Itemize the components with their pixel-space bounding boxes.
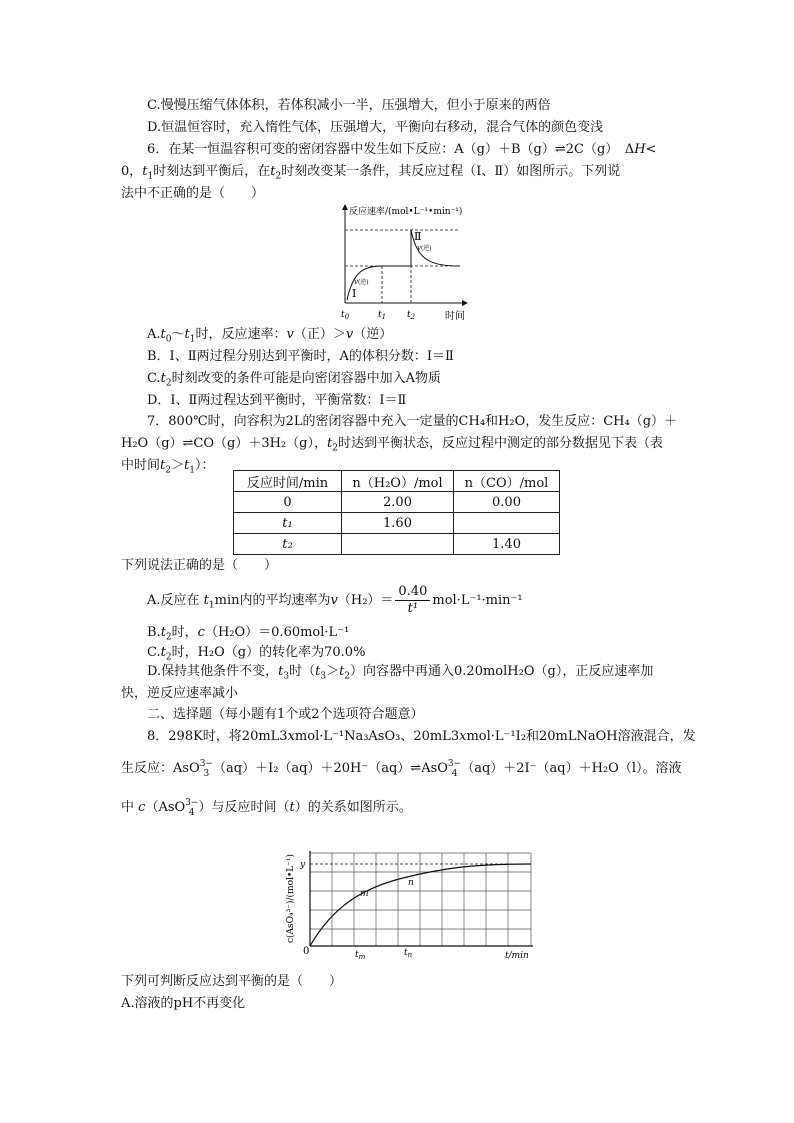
table-cell: 2.00 (342, 492, 454, 513)
q6-stem-line1: 6．在某一恒温容积可变的密闭容器中发生如下反应：A（g）＋B（g）⇌2C（g） ΔH< (147, 142, 657, 157)
q8-stem-line1: 8．298K时，将20mL3xmol·L⁻¹Na₃AsO₃、20mL3xmol·L⁻¹I₂和20mLNaOH溶液混合，发 (147, 729, 696, 744)
q8-prompt: 下列可判断反应达到平衡的是（ ） (121, 974, 343, 989)
table-row (234, 534, 560, 555)
table-cell: 1.60 (342, 513, 454, 534)
q8-grid (310, 853, 531, 946)
q8-m-label: m (360, 889, 369, 899)
q8-x-label: t/min (505, 951, 529, 961)
table-cell: t₁ (234, 513, 342, 534)
table-cell: 0 (234, 492, 342, 513)
q6-label-I: Ⅰ (352, 287, 357, 300)
q5-option-d: D.恒温恒容时，充入惰性气体，压强增大，平衡向右移动，混合气体的颜色变浅 (147, 120, 604, 135)
q6-option-c: $C.t_2$时刻改变的条件可能是向密闭容器中加入A物质 (147, 371, 441, 389)
q7-stem-line3: 中时间$t_2>t_1$）： (121, 458, 215, 476)
q5-option-c: C.慢慢压缩气体体积，若体积减小一半，压强增大，但小于原来的两倍 (147, 98, 551, 113)
q7-option-b: $B.t_2$时，c（H₂O）＝0.60mol·L⁻¹ (147, 625, 350, 643)
q8-ion-arsenite: 3− 3 (199, 758, 213, 779)
q8-option-a: A.溶液的pH不再变化 (121, 996, 246, 1011)
table-row (234, 513, 560, 534)
q6-v-label-I: v(逆) (354, 278, 369, 286)
q6-tick-t2: $t_2$ (407, 310, 416, 321)
section-2-title: 二、选择题（每小题有1个或2个选项符合题意） (147, 707, 424, 722)
q7-option-c: $C.t_2$时，H₂O（g）的转化率为70.0% (147, 645, 366, 663)
q8-concentration-chart (283, 848, 543, 963)
q8-origin: 0 (303, 946, 310, 957)
q6-option-a: $A.t_0\sim t_1$时，反应速率：v（正）＞v（逆） (147, 327, 393, 345)
q6-option-d: D．Ⅰ、Ⅱ两过程达到平衡时，平衡常数：Ⅰ＝Ⅱ (147, 393, 407, 408)
q7-stem-line1: 7．800℃时，向容积为2L的密闭容器中充入一定量的CH₄和H₂O，发生反应：CH₄（g）＋ (147, 414, 678, 429)
q8-stem-line3: 中 c（AsO 3− 4 ）与反应时间（t）的关系如图所示。 (121, 797, 412, 818)
q8-tick-tn: $t_n$ (404, 948, 413, 959)
table-row (234, 492, 560, 513)
q6-stem-line3: 法中不正确的是（ ） (121, 186, 265, 201)
q8-y-axis-label: c(AsO₄³⁻)/(mol•L⁻¹) (286, 853, 296, 943)
q6-v-label-II: v(逆) (417, 244, 432, 252)
q7-stem-line2: H₂O（g）⇌CO（g）＋3H₂（g），$t_2$时达到平衡状态，反应过程中测定的部分数据见下表（表 (121, 436, 663, 454)
q6-tick-t1: $t_1$ (378, 310, 387, 321)
table-header: n（H₂O）/mol (342, 471, 454, 492)
table-cell: t₂ (234, 534, 342, 555)
q7-fraction: $\frac{0.40}{\text{t¹}}$ (395, 584, 430, 617)
table-cell (454, 513, 560, 534)
q7-option-d: D.保持其他条件不变，$t_3$时$(t_3>t_2)$向容器中再通入0.20molH₂O（g），正反应速率加 (147, 664, 654, 682)
q6-rate-chart (335, 200, 485, 325)
q8-tick-tm: $t_m$ (355, 950, 366, 961)
q6-x-label: 时间 (445, 311, 465, 322)
q7-data-table (233, 470, 560, 555)
q7-prompt: 下列说法正确的是（ ） (121, 558, 278, 573)
table-header: n（CO）/mol (454, 471, 560, 492)
q8-stem-line2: 生反应：AsO 3− 3 （aq）＋I₂（aq）＋20H⁻（aq）⇌AsO 3− 4 （aq）＋2I⁻（aq）＋H₂O（l）。溶液 (121, 758, 682, 779)
q6-option-b: B．Ⅰ、Ⅱ两过程分别达到平衡时，A的体积分数：Ⅰ＝Ⅱ (147, 349, 454, 364)
table-cell: 1.40 (454, 534, 560, 555)
table-header-row (234, 471, 560, 492)
q6-label-II: Ⅱ (414, 230, 422, 243)
q8-curve (310, 864, 531, 946)
q8-ion-arsenate-2: 3− 4 (185, 797, 199, 818)
q8-y-label: y (300, 860, 306, 870)
table-cell: 0.00 (454, 492, 560, 513)
q6-stem-line2: 0，$t_1$时刻达到平衡后，在$t_2$时刻改变某一条件，其反应过程（Ⅰ、Ⅱ）如图所示。下列说 (121, 164, 621, 182)
q8-ion-arsenate: 3− 4 (447, 758, 462, 779)
q8-n-label: n (408, 878, 414, 888)
q6-tick-t0: $t_0$ (341, 310, 350, 321)
q7-option-d-line2: 快，逆反应速率减小 (121, 686, 239, 701)
q7-option-a: A.反应在 $t_1\min$内的平均速率为v（H₂）＝ $\frac{0.40}{\text{t¹}}$ mol·L⁻¹·min⁻¹ (147, 584, 523, 616)
table-header: 反应时间/min (234, 471, 342, 492)
table-cell (342, 534, 454, 555)
q6-y-label: 反应速率/(mol•L⁻¹•min⁻¹) (349, 207, 463, 217)
